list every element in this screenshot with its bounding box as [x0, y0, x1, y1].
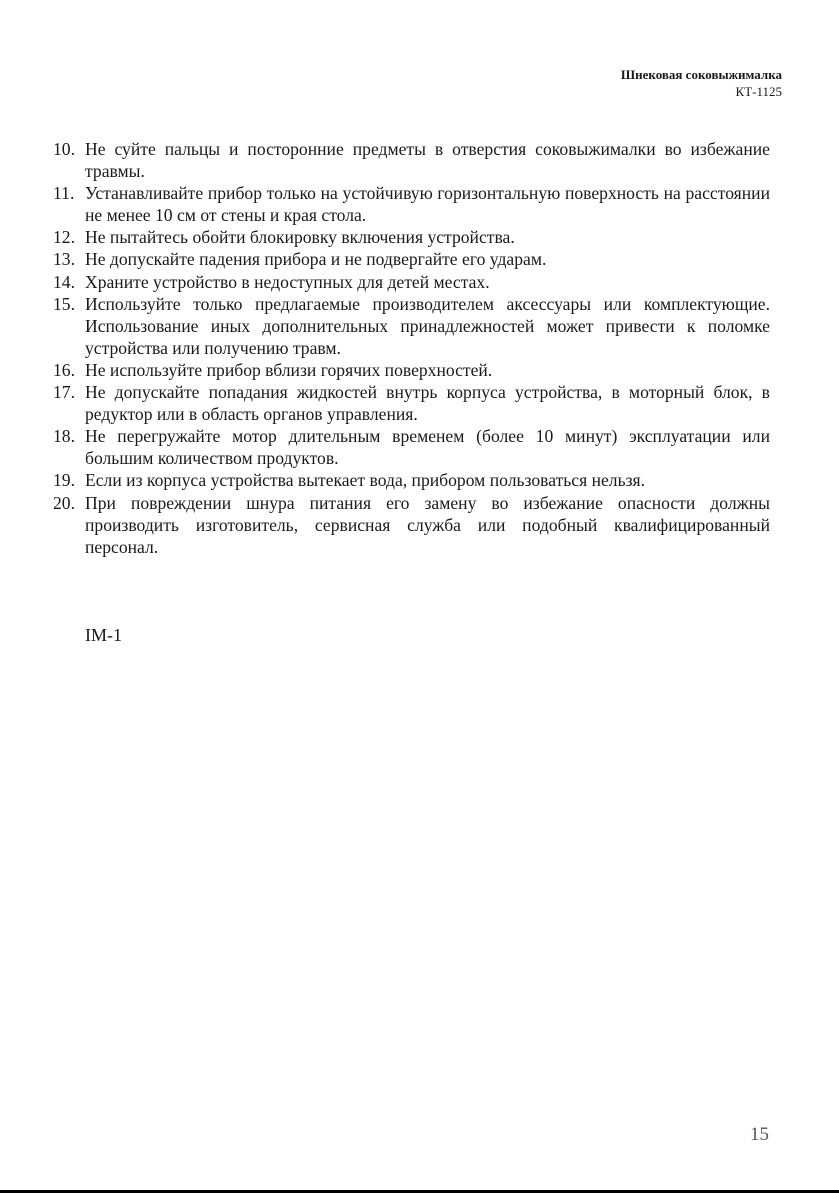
header-model: КТ-1125 — [735, 84, 782, 99]
item-text: Не допускайте падения прибора и не подвергайте его ударам. — [85, 249, 547, 270]
list-item — [53, 381, 770, 425]
item-text: Устанавливайте прибор только на устойчивую горизонтальную поверхность на расстоянии не менее 10 см от стены и края стола. — [85, 183, 770, 226]
item-number: 10. — [53, 139, 75, 159]
list-item — [53, 182, 770, 226]
document-code: IM-1 — [85, 625, 122, 645]
safety-instructions-list — [53, 138, 770, 558]
item-number: 12. — [53, 227, 75, 248]
header-title: Шнековая соковыжималка — [620, 67, 782, 82]
item-text: Если из корпуса устройства вытекает вода, прибором пользоваться нельзя. — [85, 470, 646, 491]
list-item — [53, 248, 770, 270]
list-item — [53, 293, 770, 359]
item-number: 15. — [53, 293, 75, 314]
item-text: Не суйте пальцы и посторонние предметы в отверстия соковыжималки во избежание травмы. — [85, 139, 770, 182]
item-text: Не используйте прибор вблизи горячих поверхностей. — [85, 359, 493, 380]
item-text: Храните устройство в недоступных для детей местах. — [85, 271, 490, 292]
item-text: Используйте только предлагаемые производителем аксессуары или комплектующие. Использование иных дополнительных принадлежностей может привести к поломке устройства или получению травм. — [85, 293, 770, 358]
list-item — [53, 359, 770, 381]
list-item — [53, 492, 770, 558]
item-number: 11. — [53, 183, 75, 204]
item-number: 17. — [53, 382, 75, 403]
item-text: При повреждении шнура питания его замену во избежание опасности должны производить изготовитель, сервисная служба или подобный квалифицированный персонал. — [85, 492, 770, 557]
list-item — [53, 469, 770, 491]
list-item — [53, 138, 770, 182]
running-header — [621, 66, 782, 100]
item-number: 18. — [53, 426, 75, 447]
list-item — [53, 226, 770, 248]
item-text: Не допускайте попадания жидкостей внутрь корпуса устройства, в моторный блок, в редуктор или в область органов управления. — [85, 382, 770, 425]
item-number: 19. — [53, 470, 75, 491]
item-text: Не пытайтесь обойти блокировку включения устройства. — [85, 227, 515, 248]
item-text: Не перегружайте мотор длительным временем (более 10 минут) эксплуатации или большим количеством продуктов. — [85, 426, 770, 469]
item-number: 20. — [53, 492, 75, 513]
list-item — [53, 425, 770, 469]
item-number: 16. — [53, 359, 75, 380]
page-number: 15 — [750, 1124, 769, 1145]
item-number: 14. — [53, 271, 75, 292]
list-item — [53, 271, 770, 293]
item-number: 13. — [53, 249, 75, 270]
